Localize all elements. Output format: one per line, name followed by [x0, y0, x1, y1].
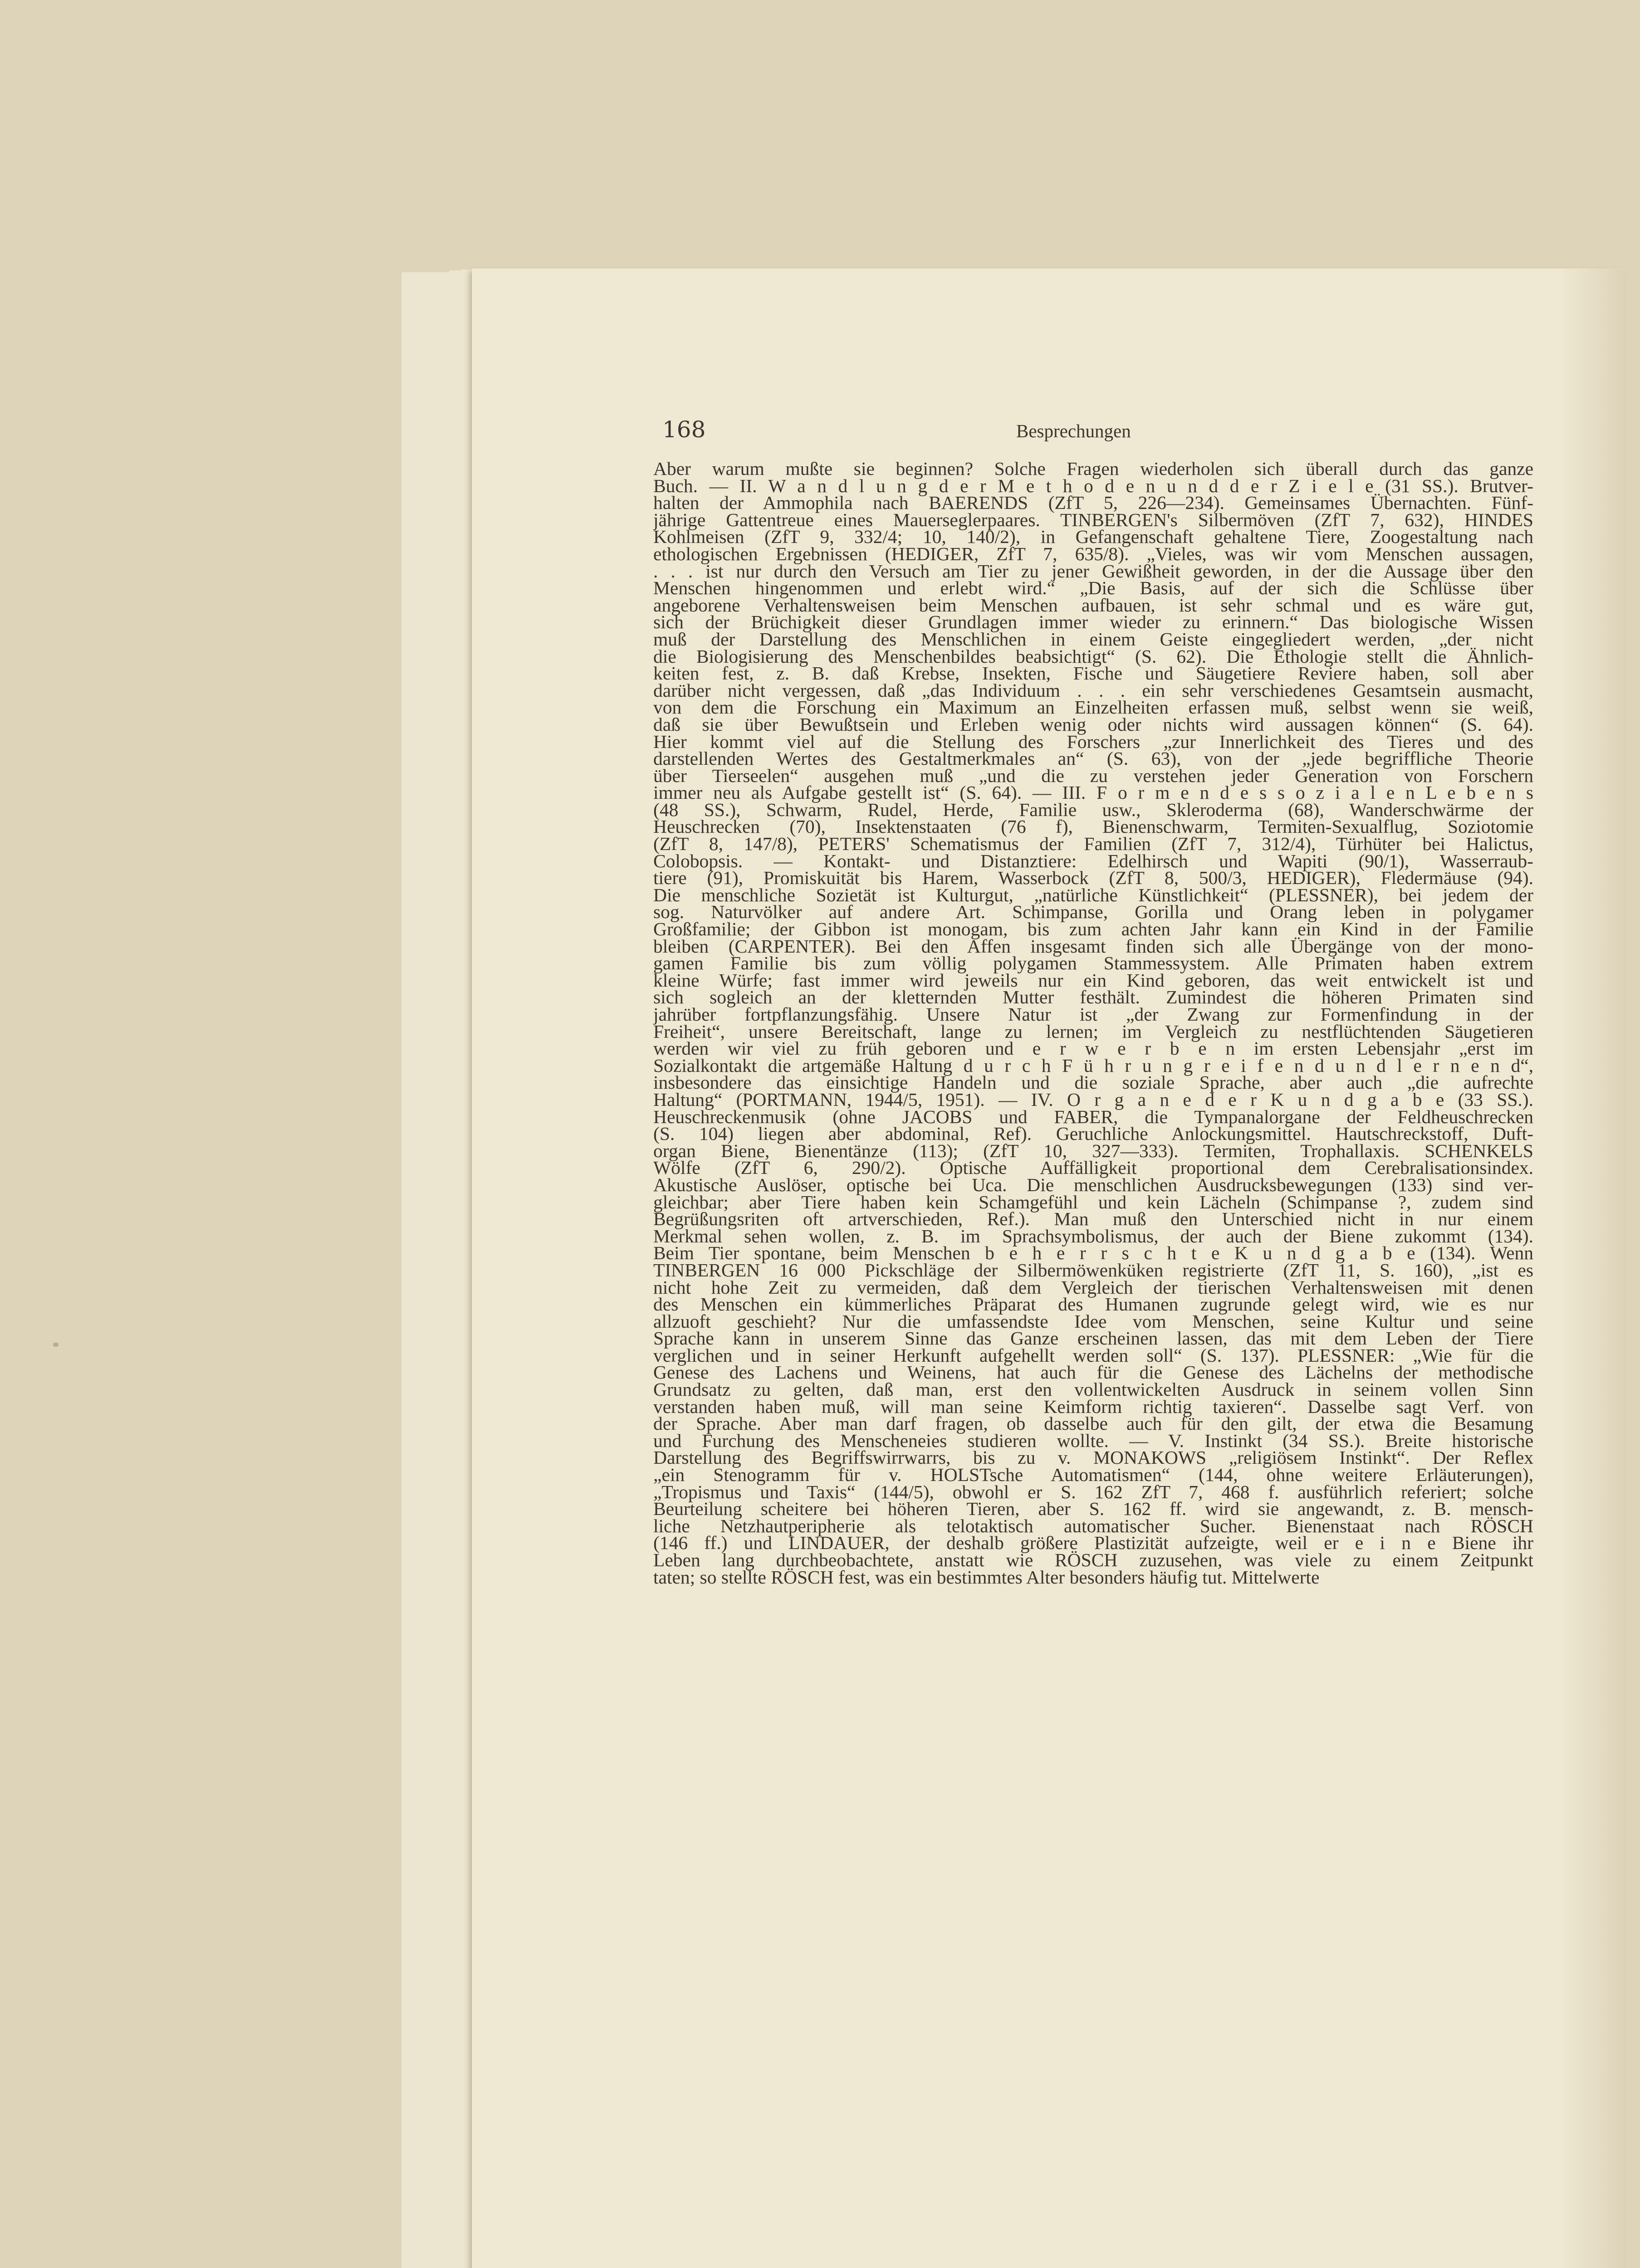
text-line: Genese des Lachens und Weinens, hat auch für die Genese des Lächelns der methodische [653, 1362, 1533, 1383]
text-line: allzuoft geschieht? Nur die umfassendste Idee vom Menschen, seine Kultur und seine [653, 1310, 1533, 1332]
text-line: Menschen hingenommen und erlebt wird.“ „Die Basis, auf der sich die Schlüsse über [653, 577, 1533, 599]
review-body-text [653, 460, 1533, 1898]
text-line: sich sogleich an der kletternden Mutter festhält. Zumindest die höheren Primaten sind [653, 987, 1533, 1008]
text-line: „Tropismus und Taxis“ (144/5), obwohl er S. 162 ZfT 7, 468 f. ausführlich referiert; solche [653, 1481, 1533, 1502]
text-line: muß der Darstellung des Menschlichen in einem Geiste eingegliedert werden, „der nicht [653, 628, 1533, 650]
text-line: (146 ff.) und LINDAUER, der deshalb größere Plastizität aufzeigte, weil er e i n e Biene ihr [653, 1532, 1533, 1554]
text-line: verstanden haben muß, will man seine Keimform richtig taxieren“. Dasselbe sagt Verf. von [653, 1396, 1533, 1417]
text-line: von dem die Forschung ein Maximum an Einzelheiten erfassen muß, selbst wenn sie weiß, [653, 697, 1533, 718]
text-line: Grundsatz zu gelten, daß man, erst den vollentwickelten Ausdruck in seinem vollen Sinn [653, 1379, 1533, 1400]
text-line: Kohlmeisen (ZfT 9, 332/4; 10, 140/2), in Gefangenschaft gehaltene Tiere, Zoogestaltung nach [653, 526, 1533, 547]
text-line: angeborene Verhaltensweisen beim Menschen aufbauen, ist sehr schmal und es wäre gut, [653, 594, 1533, 616]
text-line: Wölfe (ZfT 6, 290/2). Optische Auffälligkeit proportional dem Cerebralisationsindex. [653, 1157, 1533, 1178]
text-line: insbesondere das einsichtige Handeln und die soziale Sprache, aber auch „die aufrechte [653, 1072, 1533, 1093]
text-line: liche Netzhautperipherie als telotaktisch automatischer Sucher. Bienenstaat nach RÖSCH [653, 1515, 1533, 1536]
text-line: Hier kommt viel auf die Stellung des Forschers „zur Innerlichkeit des Tieres und des [653, 731, 1533, 752]
text-line: Aber warum mußte sie beginnen? Solche Fragen wiederholen sich überall durch das ganze [653, 460, 1533, 479]
page-header [662, 416, 1536, 453]
text-line: sich der Brüchigkeit dieser Grundlagen immer wieder zu erinnern.“ Das biologische Wissen [653, 611, 1533, 633]
text-line: Die menschliche Sozietät ist Kulturgut, „natürliche Künstlichkeit“ (PLESSNER), bei jedem der [653, 884, 1533, 905]
text-line: (S. 104) liegen aber abdominal, Ref). Geruchliche Anlockungsmittel. Hautschreckstoff, Duft- [653, 1123, 1533, 1144]
text-line: Colobopsis. — Kontakt- und Distanztiere: Edelhirsch und Wapiti (90/1), Wasserraub- [653, 850, 1533, 871]
text-line: Sozialkontakt die artgemäße Haltung d u r c h F ü h r u n g r e i f e n d u n d l e r n e n d“, [653, 1055, 1533, 1076]
text-line: organ Biene, Bienentänze (113); (ZfT 10, 327—333). Termiten, Trophallaxis. SCHENKELS [653, 1140, 1533, 1161]
text-line: Leben lang durchbeobachtete, anstatt wie RÖSCH zuzusehen, was viele zu einem Zeitpunkt [653, 1549, 1533, 1570]
text-line: Sprache kann in unserem Sinne das Ganze erscheinen lassen, das mit dem Leben der Tiere [653, 1328, 1533, 1349]
text-line: darüber nicht vergessen, daß „das Individuum . . . ein sehr verschiedenes Gesamtsein ausmacht, [653, 679, 1533, 701]
text-line: darstellenden Wertes des Gestaltmerkmales an“ (S. 63), von der „jede begriffliche Theorie [653, 748, 1533, 769]
text-line: Haltung“ (PORTMANN, 1944/5, 1951). — IV. O r g a n e d e r K u n d g a b e (33 SS.). [653, 1089, 1533, 1110]
text-line: Akustische Auslöser, optische bei Uca. Die menschlichen Ausdrucksbewegungen (133) sind ver- [653, 1174, 1533, 1195]
text-line: Begrüßungsriten oft artverschieden, Ref.). Man muß den Unterschied nicht in nur einem [653, 1208, 1533, 1230]
text-line: keiten fest, z. B. daß Krebse, Insekten, Fische und Säugetiere Reviere haben, soll aber [653, 663, 1533, 684]
text-line: tiere (91), Promiskuität bis Harem, Wasserbock (ZfT 8, 500/3, HEDIGER), Fledermäuse (94). [653, 867, 1533, 889]
page-number: 168 [662, 416, 706, 443]
text-line: Heuschrecken (70), Insektenstaaten (76 f), Bienenschwarm, Termiten-Sexualflug, Soziotomie [653, 816, 1533, 837]
text-line: ethologischen Ergebnissen (HEDIGER, ZfT 7, 635/8). „Vieles, was wir vom Menschen aussagen, [653, 543, 1533, 564]
text-line: nicht hohe Zeit zu vermeiden, daß dem Vergleich der tierischen Verhaltensweisen mit denen [653, 1276, 1533, 1298]
text-line: Großfamilie; der Gibbon ist monogam, bis zum achten Jahr kann ein Kind in der Familie [653, 919, 1533, 940]
text-line: „ein Stenogramm für v. HOLSTsche Automatismen“ (144, ohne weitere Erläuterungen), [653, 1464, 1533, 1486]
running-head: Besprechungen [1016, 420, 1131, 441]
text-line: (48 SS.), Schwarm, Rudel, Herde, Familie usw., Skleroderma (68), Wanderschwärme der [653, 799, 1533, 820]
text-line: verglichen und in seiner Herkunft aufgehellt werden soll“ (S. 137). PLESSNER: „Wie für die [653, 1344, 1533, 1366]
text-line: des Menschen ein kümmerliches Präparat des Humanen zugrunde gelegt wird, wie es nur [653, 1294, 1533, 1315]
text-line: sog. Naturvölker auf andere Art. Schimpanse, Gorilla und Orang leben in polygamer [653, 901, 1533, 923]
page-gutter-shade [1561, 269, 1624, 2268]
text-line: werden wir viel zu früh geboren und e r w e r b e n im ersten Lebensjahr „erst im [653, 1038, 1533, 1059]
text-line: bleiben (CARPENTER). Bei den Affen insgesamt finden sich alle Übergänge von der mono- [653, 935, 1533, 957]
text-line: Freiheit“, unsere Bereitschaft, lange zu lernen; im Vergleich zu nestflüchtenden Säugetieren [653, 1021, 1533, 1042]
text-line: gamen Familie bis zum völlig polygamen Stammessystem. Alle Primaten haben extrem [653, 953, 1533, 974]
text-line: gleichbar; aber Tiere haben kein Schamgefühl und kein Lächeln (Schimpanse ?, zudem sind [653, 1191, 1533, 1212]
text-line: Heuschreckenmusik (ohne JACOBS und FABER, die Tympanalorgane der Feldheuschrecken [653, 1106, 1533, 1127]
text-line: halten der Ammophila nach BAERENDS (ZfT 5, 226—234). Gemeinsames Übernachten. Fünf- [653, 492, 1533, 513]
text-line: (ZfT 8, 147/8), PETERS' Schematismus der Familien (ZfT 7, 312/4), Türhüter bei Halictus, [653, 833, 1533, 855]
text-line: Darstellung des Begriffswirrwarrs, bis zu v. MONAKOWS „religiösem Instinkt“. Der Reflex [653, 1447, 1533, 1468]
text-line: kleine Würfe; fast immer wird jeweils nur ein Kind geboren, das weit entwickelt ist und [653, 969, 1533, 991]
dust-speck [53, 1343, 59, 1347]
text-line: jährige Gattentreue eines Mauerseglerpaares. TINBERGEN's Silbermöven (ZfT 7, 632), HINDES [653, 509, 1533, 530]
text-line: jahrüber fortpflanzungsfähig. Unsere Natur ist „der Zwang zur Formenfindung in der [653, 1004, 1533, 1025]
text-line: taten; so stellte RÖSCH fest, was ein bestimmtes Alter besonders häufig tut. Mittelwerte [653, 1566, 1320, 1588]
text-line: daß sie über Bewußtsein und Erleben wenig oder nichts wird aussagen können“ (S. 64). [653, 714, 1533, 735]
text-line: . . . ist nur durch den Versuch am Tier zu jener Gewißheit geworden, in der die Aussage über den [653, 560, 1533, 582]
text-line: und Furchung des Menscheneies studieren wollte. — V. Instinkt (34 SS.). Breite historische [653, 1430, 1533, 1451]
text-line: über Tierseelen“ ausgehen muß „und die zu verstehen jeder Generation von Forschern [653, 765, 1533, 786]
text-line: Beim Tier spontane, beim Menschen b e h e r r s c h t e K u n d g a b e (134). Wenn [653, 1242, 1533, 1264]
text-line: immer neu als Aufgabe gestellt ist“ (S. 64). — III. F o r m e n d e s s o z i a l e n L e b e n s [653, 782, 1533, 803]
text-line: Buch. — II. W a n d l u n g d e r M e t h o d e n u n d d e r Z i e l e (31 SS.). Brutver- [653, 475, 1533, 496]
text-line: der Sprache. Aber man darf fragen, ob dasselbe auch für den gilt, der etwa die Besamung [653, 1413, 1533, 1434]
text-line: Beurteilung scheitere bei höheren Tieren, aber S. 162 ff. wird sie angewandt, z. B. mensch- [653, 1498, 1533, 1520]
text-line: die Biologisierung des Menschenbildes beabsichtigt“ (S. 62). Die Ethologie stellt die Ähnlich- [653, 645, 1533, 667]
text-line: Merkmal sehen wollen, z. B. im Sprachsymbolismus, der auch der Biene zukommt (134). [653, 1225, 1533, 1246]
text-line: TINBERGEN 16 000 Pickschläge der Silbermöwenküken registrierte (ZfT 11, S. 160), „ist es [653, 1259, 1533, 1281]
